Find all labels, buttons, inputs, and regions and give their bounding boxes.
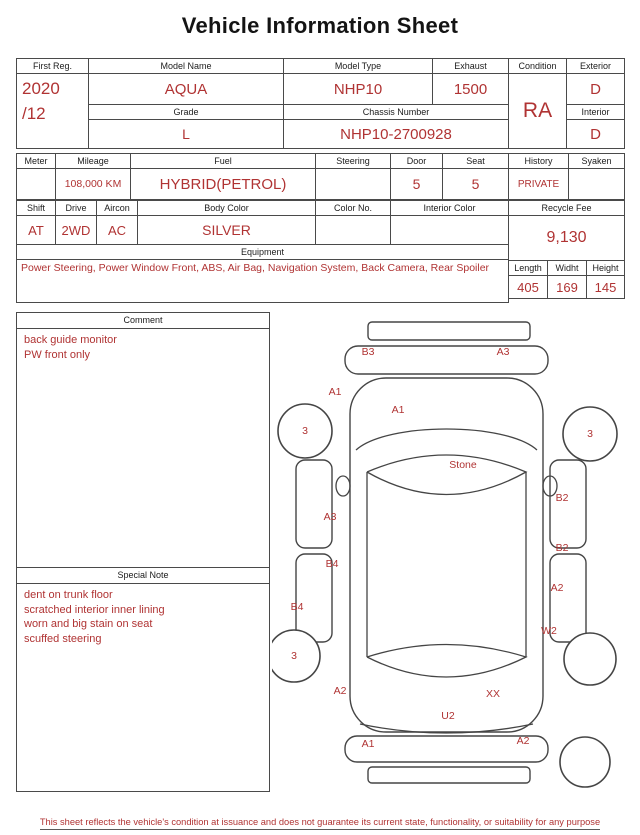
door-label: Door <box>391 154 443 169</box>
door-value: 5 <box>391 169 443 200</box>
damage-marker-a3-1: A3 <box>496 346 510 358</box>
model-name-value: AQUA <box>89 74 284 105</box>
equipment-label: Equipment <box>17 245 509 260</box>
steering-label: Steering <box>316 154 391 169</box>
syaken-value <box>569 169 625 200</box>
damage-marker-b4-12: B4 <box>290 601 304 613</box>
body-color-label: Body Color <box>138 201 316 216</box>
history-label: History <box>509 154 569 169</box>
car-damage-diagram <box>272 310 637 790</box>
comment-line-1: back guide monitor <box>24 334 117 346</box>
interior-label: Interior <box>567 105 625 120</box>
footer-text: This sheet reflects the vehicle's condition at issuance and does not guarantee its current state, functionality, or suitability for any purpose <box>40 817 600 830</box>
condition-table <box>508 58 625 149</box>
exhaust-value: 1500 <box>433 74 509 105</box>
damage-marker-a2-15: A2 <box>333 685 347 697</box>
recycle-fee-label: Recycle Fee <box>509 201 625 216</box>
grade-label: Grade <box>89 105 284 120</box>
meter-fuel-table <box>16 153 509 200</box>
grade-value: L <box>89 120 284 149</box>
special-note-text <box>17 584 269 650</box>
model-name-label: Model Name <box>89 59 284 74</box>
interior-value: D <box>567 120 625 149</box>
meter-value <box>17 169 56 200</box>
drivetrain-equipment-table <box>16 200 509 303</box>
body-color-value: SILVER <box>138 216 316 245</box>
condition-label: Condition <box>509 59 567 74</box>
first-reg-label: First Reg. <box>17 59 89 74</box>
fuel-label: Fuel <box>131 154 316 169</box>
meter-label: Meter <box>17 154 56 169</box>
interior-color-value <box>391 216 509 245</box>
seat-label: Seat <box>443 154 509 169</box>
damage-marker-w2-13: W2 <box>541 625 557 637</box>
damage-marker-b2-7: B2 <box>555 492 569 504</box>
height-value: 145 <box>587 276 625 299</box>
special-note-line-1: dent on trunk floor <box>24 589 113 601</box>
shift-label: Shift <box>17 201 56 216</box>
history-value: PRIVATE <box>509 169 569 200</box>
special-note-label: Special Note <box>17 568 269 584</box>
width-value: 169 <box>548 276 587 299</box>
damage-marker-a1-3: A1 <box>391 404 405 416</box>
chassis-number-label: Chassis Number <box>284 105 509 120</box>
main-info-table <box>16 58 509 149</box>
steering-value <box>316 169 391 200</box>
model-type-value: NHP10 <box>284 74 433 105</box>
damage-marker-b4-10: B4 <box>325 558 339 570</box>
color-no-value <box>316 216 391 245</box>
exhaust-label: Exhaust <box>433 59 509 74</box>
seat-value: 5 <box>443 169 509 200</box>
damage-marker-a2-18: A2 <box>516 735 530 747</box>
aircon-value: AC <box>97 216 138 245</box>
mileage-value: 108,000 KM <box>56 169 131 200</box>
fee-dimensions-table <box>508 200 625 299</box>
special-note-box <box>16 567 270 792</box>
damage-marker-a2-11: A2 <box>550 582 564 594</box>
damage-marker-3-5: 3 <box>587 428 593 440</box>
exterior-value: D <box>567 74 625 105</box>
damage-marker-a1-2: A1 <box>328 386 342 398</box>
damage-marker-a1-19: A1 <box>361 738 375 750</box>
history-table <box>508 153 625 200</box>
page-title: Vehicle Information Sheet <box>181 13 459 38</box>
damage-marker-xx-16: XX <box>485 688 501 700</box>
diagram-markers <box>272 310 637 790</box>
mileage-label: Mileage <box>56 154 131 169</box>
chassis-number-value: NHP10-2700928 <box>284 120 509 149</box>
equipment-value: Power Steering, Power Window Front, ABS, Air Bag, Navigation System, Back Camera, Rear Spoiler <box>17 260 509 303</box>
special-note-line-2: scratched interior inner lining <box>24 603 165 616</box>
damage-marker-b2-9: B2 <box>555 542 569 554</box>
damage-marker-3-4: 3 <box>302 425 308 437</box>
interior-color-label: Interior Color <box>391 201 509 216</box>
damage-marker-b3-0: B3 <box>361 346 375 358</box>
aircon-label: Aircon <box>97 201 138 216</box>
first-reg-month: /12 <box>22 103 46 123</box>
shift-value: AT <box>17 216 56 245</box>
damage-marker-stone-6: Stone <box>449 459 477 471</box>
first-reg-value <box>17 74 89 149</box>
condition-value: RA <box>509 74 567 149</box>
comment-label: Comment <box>17 313 269 329</box>
drive-value: 2WD <box>56 216 97 245</box>
exterior-label: Exterior <box>567 59 625 74</box>
recycle-fee-value: 9,130 <box>509 216 625 261</box>
length-value: 405 <box>509 276 548 299</box>
height-label: Height <box>587 261 625 276</box>
damage-marker-u2-17: U2 <box>441 710 455 722</box>
first-reg-year: 2020 <box>22 79 60 98</box>
damage-marker-a3-8: A3 <box>323 511 337 523</box>
length-label: Length <box>509 261 548 276</box>
syaken-label: Syaken <box>569 154 625 169</box>
footer-disclaimer <box>12 816 628 829</box>
special-note-line-3: worn and big stain on seat <box>24 618 153 631</box>
width-label: Widht <box>548 261 587 276</box>
drive-label: Drive <box>56 201 97 216</box>
comment-box <box>16 312 270 570</box>
color-no-label: Color No. <box>316 201 391 216</box>
comment-line-2: PW front only <box>24 348 91 361</box>
special-note-line-4: scuffed steering <box>24 632 102 645</box>
fuel-value: HYBRID(PETROL) <box>131 169 316 200</box>
damage-marker-3-14: 3 <box>291 650 297 662</box>
model-type-label: Model Type <box>284 59 433 74</box>
comment-text <box>17 329 269 366</box>
